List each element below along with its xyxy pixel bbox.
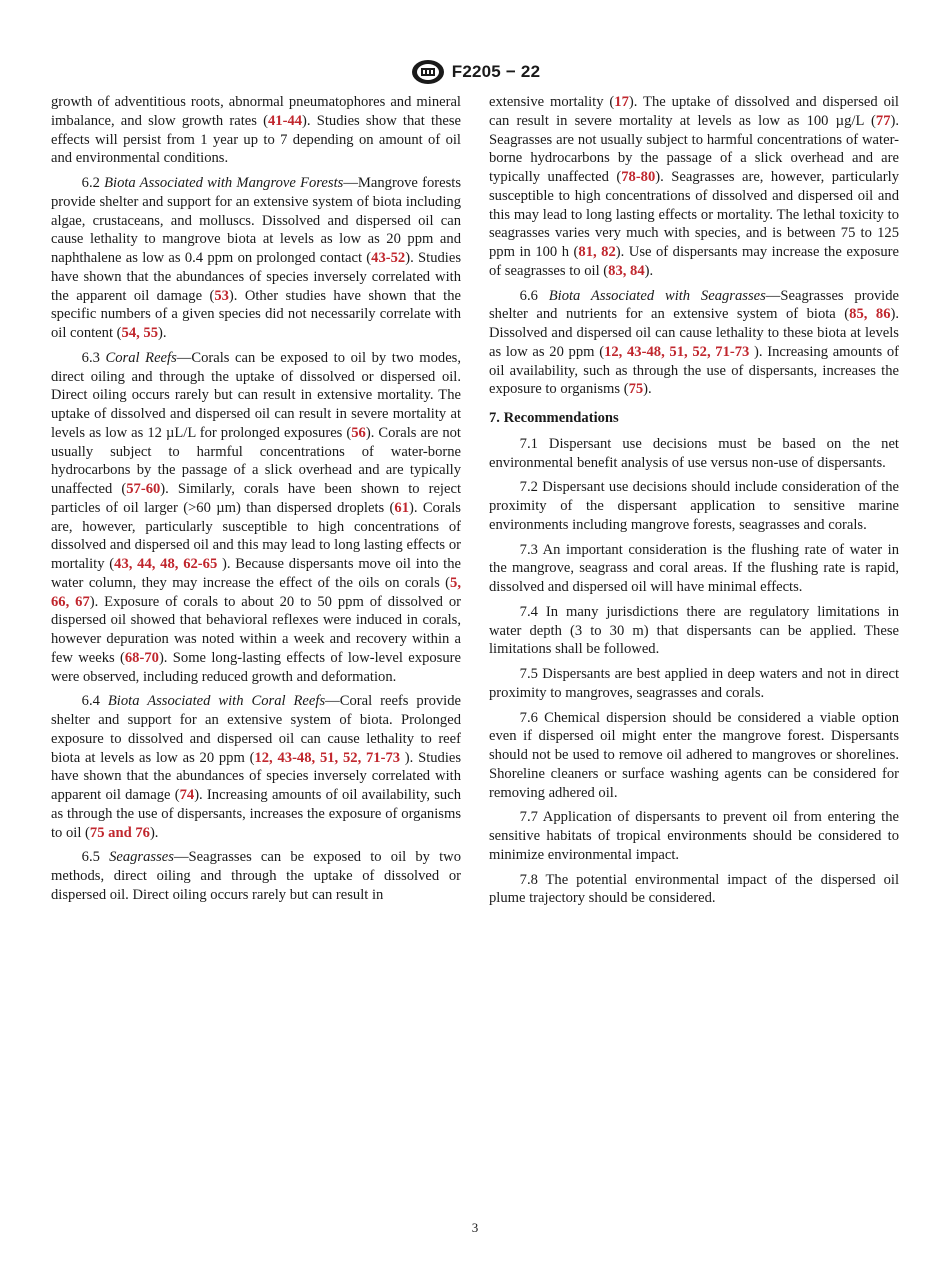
reference-link[interactable]: 68-70 — [124, 649, 159, 666]
reference-link: , — [311, 749, 320, 766]
paragraph-p-7-1 — [489, 435, 899, 473]
text-run: ). Studies have shown that the abundances of species inversely correlated with the apparent oil damage ( — [51, 250, 461, 304]
reference-link: , — [457, 574, 461, 591]
text-run: —Seagrasses can be exposed to oil by two methods, direct oiling and through the uptake of dissolved or dispersed oil. Direct oiling occurs rarely but can result in — [51, 849, 461, 903]
text-run: ). Studies have shown that the abundances of species inversely correlated with apparent oil damage ( — [51, 749, 462, 803]
paragraph-p-7-6 — [489, 709, 899, 803]
reference-link[interactable]: 67 — [75, 593, 90, 610]
reference-link: , — [174, 556, 184, 572]
reference-link[interactable]: 81 — [578, 244, 593, 260]
paragraph-p-7-2 — [489, 478, 899, 534]
text-run: 7.5 Dispersants are best applied in deep waters and not in direct proximity to mangroves, seagrasses and corals. — [489, 666, 899, 701]
paragraph-p-cont — [51, 93, 461, 168]
text-run: ). Because dispersants move oil into the water column, they may increase the effect of the oils on corals ( — [51, 556, 461, 591]
text-run: ). Use of dispersants may increase the exposure of seagrasses to oil ( — [489, 244, 899, 279]
reference-link: , — [151, 556, 161, 572]
text-run: 7.7 Application of dispersants to prevent oil from entering the sensitive habitats of tropical environments should be considered to minimize environmental impact. — [489, 809, 899, 863]
text-run: 7.6 Chemical dispersion should be considered a viable option even if dispersed oil might enter the mangrove forest. Dispersants should not be used to remove oil adhered to mangroves or shorelines. Shoreline cleaners or surface washing agents can be considered for removing adhered oil. — [489, 709, 899, 801]
reference-link[interactable]: 84 — [630, 262, 645, 279]
paragraph-p-7-8 — [489, 871, 899, 909]
paragraph-p-7-5 — [489, 665, 899, 703]
reference-link: , — [128, 556, 138, 572]
paragraph-p-6-6 — [489, 287, 899, 400]
left-column — [51, 93, 461, 911]
reference-link[interactable]: 57-60 — [126, 481, 161, 497]
reference-link: , — [706, 343, 716, 360]
paragraph-title: Biota Associated with Mangrove Forests — [104, 175, 344, 191]
text-run: 6.3 — [81, 349, 106, 366]
text-run: 7.4 In many jurisdictions there are regulatory limitations in water depth (3 to 30 m) that dispersants can be applied. These limitations shall be followed. — [489, 603, 899, 658]
reference-link[interactable]: 85 — [849, 306, 864, 323]
text-run: ). The uptake of dissolved and dispersed oil can result in severe mortality at levels as low as 100 µg/L ( — [489, 94, 899, 129]
text-run: ). Increasing amounts of oil availability, such as through the use of dispersants, increases the exposure of organisms to oil ( — [51, 787, 462, 841]
reference-link: , — [661, 343, 670, 360]
paragraph-p-6-5 — [51, 848, 461, 904]
text-run: ). Dissolved and dispersed oil can cause lethality to these biota at levels as low as 20 ppm ( — [489, 306, 899, 360]
paragraph-p-6-5-cont — [489, 93, 899, 281]
text-run: ). Seagrasses are, however, particularly susceptible to high concentrations of dissolved and dispersed oil and this may lead to long lasting effects or mortality. The lethal toxicity to seagrasses varies very much with species, and is between 75 to 125 ppm in 100 h ( — [489, 169, 899, 260]
reference-link: , — [136, 325, 144, 341]
text-run: 6.2 — [81, 175, 105, 191]
reference-link[interactable]: 61 — [394, 499, 410, 516]
reference-link[interactable]: 53 — [214, 287, 229, 304]
paragraph-title: Seagrasses — [109, 849, 174, 866]
text-run: extensive mortality ( — [489, 94, 615, 110]
text-run: ). Seagrasses are not usually subject to harmful concentrations of water-borne hydrocarbons by the passage of a slick overhead and are typically unaffected ( — [489, 112, 899, 185]
reference-link[interactable]: 55 — [143, 325, 159, 341]
reference-link[interactable]: 52 — [342, 749, 358, 766]
reference-link: , — [269, 749, 278, 766]
text-run: 6.4 — [81, 693, 108, 710]
text-run: —Seagrasses provide shelter and nutrients for an extensive system of biota ( — [489, 287, 900, 323]
paragraph-p-6-4 — [51, 692, 461, 842]
text-run: 6.5 — [81, 849, 110, 866]
reference-link[interactable]: 71-73 — [365, 749, 401, 766]
paragraph-p-7-3 — [489, 541, 899, 597]
text-run: ). — [158, 325, 167, 341]
reference-link: , — [334, 749, 343, 766]
document-designation: F2205 − 22 — [451, 62, 541, 81]
right-column — [489, 93, 899, 914]
reference-link: , — [65, 593, 76, 610]
text-run: ). Corals are not usually subject to harmful concentrations of water-borne hydrocarbons by the passage of a slick overhead and are typically unaffected ( — [51, 424, 461, 497]
text-run: 7.3 An important consideration is the flushing rate of water in the mangrove, seagrass and coral areas. If the flushing rate is rapid, dissolved and dispersed oil will have minimal effects. — [489, 541, 899, 595]
text-run: ). Similarly, corals have been shown to reject particles of oil larger (>60 µm) than dispersed droplets ( — [51, 481, 461, 516]
text-run: ). Increasing amounts of oil availability, such as through the use of dispersants, increases the exposure to organisms ( — [489, 343, 900, 398]
reference-link[interactable]: 12 — [254, 749, 270, 766]
reference-link[interactable]: 78-80 — [621, 169, 656, 185]
text-run: ). — [643, 381, 652, 398]
reference-link[interactable]: 12 — [604, 343, 619, 360]
paragraph-p-6-2 — [51, 174, 461, 343]
reference-link[interactable]: 66 — [51, 593, 66, 610]
paragraph-title: Biota Associated with Seagrasses — [548, 287, 766, 304]
reference-link[interactable]: 43-48 — [277, 749, 312, 766]
text-run: —Mangrove forests provide shelter and support for an extensive system of biota including algae, crustaceans, and molluscs. Dissolved and dispersed oil can cause lethality to mangrove biota at levels as low as 20 ppm and naphthalene as low as 0.4 ppm on prolonged contact ( — [51, 175, 461, 266]
text-run: 7.2 Dispersant use decisions should include consideration of the proximity of the dispersant application to sensitive marine environments including mangrove forests, seagrasses and corals. — [489, 479, 899, 533]
page-number: 3 — [471, 1220, 479, 1235]
paragraph-p-6-3 — [51, 349, 461, 687]
reference-link[interactable]: 56 — [351, 424, 366, 441]
text-run: ). — [644, 262, 654, 279]
text-run: 7.1 Dispersant use decisions must be based on the net environmental benefit analysis of use versus non-use of dispersants. — [489, 435, 899, 471]
reference-link: , — [863, 306, 876, 323]
text-run: 7. Recommendations — [489, 410, 619, 426]
reference-link[interactable]: 51 — [669, 343, 684, 360]
reference-link[interactable]: 48 — [160, 556, 175, 572]
astm-logo-icon — [410, 57, 446, 87]
reference-link[interactable]: 74 — [179, 787, 195, 803]
reference-link: , — [357, 749, 366, 766]
text-run: ). Exposure of corals to about 20 to 50 ppm of dissolved or dispersed oil showed that behavioral reflexes were induced in corals, however depuration was noted within a week and recovery within a few weeks ( — [51, 593, 461, 666]
reference-link[interactable]: 75 and 76 — [89, 824, 150, 841]
text-run: 7.8 The potential environmental impact of the dispersed oil plume trajectory should be considered. — [489, 871, 899, 907]
reference-link[interactable]: 75 — [628, 381, 644, 398]
text-run: ). Some long-lasting effects of low-level exposure were observed, including reduced growth and deformation. — [51, 649, 461, 685]
reference-link: , — [593, 244, 602, 260]
reference-link[interactable]: 54 — [121, 325, 137, 341]
text-run: growth of adventitious roots, abnormal pneumatophores and mineral imbalance, and slow growth rates ( — [51, 94, 461, 129]
reference-link: , — [684, 343, 693, 360]
reference-link[interactable]: 71-73 — [715, 343, 750, 360]
reference-link: , — [622, 262, 631, 279]
text-run: —Corals can be exposed to oil by two modes, direct oiling and through the uptake of dissolved or dispersed oil. Direct oiling occurs rarely but can result in extensive mortality. The uptake of dissolved and dispersed oil can result in severe mortality at levels as low as 12 µL/L for prolonged exposures ( — [51, 349, 462, 441]
reference-link[interactable]: 43-48 — [627, 343, 662, 360]
reference-link[interactable]: 17 — [614, 94, 629, 110]
text-run: ). Other studies have shown that the specific numbers of a given species did not necessarily correlate with oil content ( — [51, 287, 461, 341]
page-header — [0, 57, 950, 92]
reference-link[interactable]: 62-65 — [183, 556, 218, 572]
reference-link[interactable]: 43 — [114, 556, 129, 572]
reference-link[interactable]: 52 — [692, 343, 707, 360]
reference-link[interactable]: 44 — [137, 556, 152, 572]
reference-link[interactable]: 41-44 — [267, 112, 303, 129]
text-run: 6.6 — [519, 287, 549, 304]
text-run: ). Corals are, however, particularly susceptible to high concentrations of dissolved and dispersed oil and this may lead to long lasting effects or mortality ( — [51, 499, 461, 572]
reference-link[interactable]: 77 — [875, 112, 891, 129]
paragraph-p-7-7 — [489, 808, 899, 864]
paragraph-title: Coral Reefs — [105, 349, 177, 366]
text-run: ). Studies show that these effects will persist from 1 year up to 7 depending on amount of oil and environmental conditions. — [51, 112, 461, 167]
reference-link: , — [618, 343, 627, 360]
text-run: ). — [149, 824, 159, 841]
section-heading — [489, 409, 899, 428]
reference-link[interactable]: 86 — [875, 306, 891, 323]
paragraph-title: Biota Associated with Coral Reefs — [107, 693, 326, 710]
reference-link[interactable]: 51 — [319, 749, 335, 766]
reference-link[interactable]: 43-52 — [371, 250, 406, 266]
reference-link[interactable]: 82 — [601, 244, 616, 260]
reference-link[interactable]: 5 — [450, 574, 458, 591]
paragraph-p-7-4 — [489, 603, 899, 659]
text-run: —Coral reefs provide shelter and support for an extensive system of biota. Prolonged exposure to dissolved and dispersed oil can cause lethality to reef biota at levels as low as 20 ppm ( — [51, 693, 462, 766]
reference-link[interactable]: 83 — [608, 262, 623, 279]
